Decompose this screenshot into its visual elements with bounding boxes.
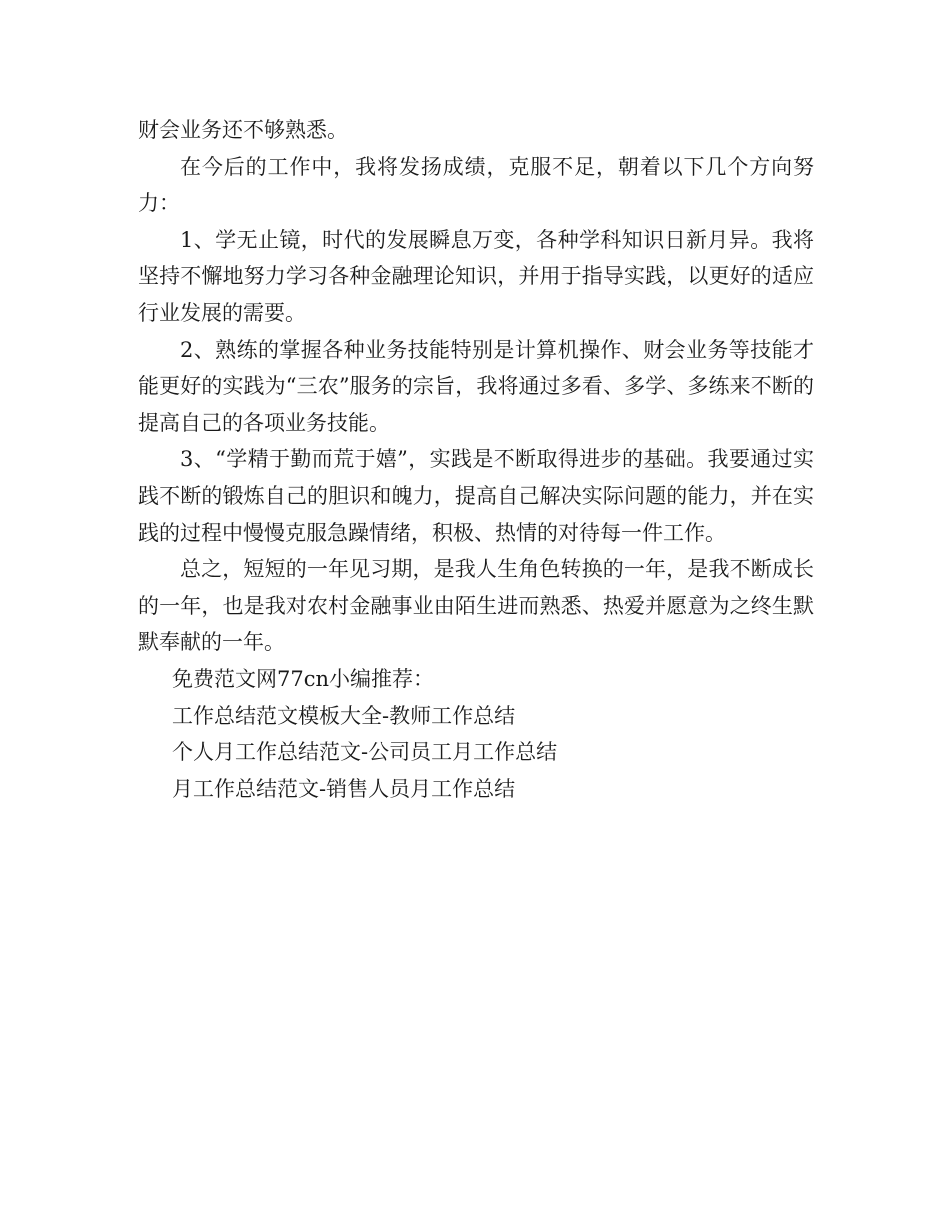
paragraph-point-3: 3、“学精于勤而荒于嬉”，实践是不断取得进步的基础。我要通过实践不断的锻炼自己的胆识和魄力，提高自己解决实际问题的能力，并在实践的过程中慢慢克服急躁情绪，积极、热情的对待每一件工作。 — [138, 447, 814, 545]
recommend-heading: 免费范文网77cn小编推荐： — [172, 666, 435, 691]
paragraph-point-1: 1、学无止镜，时代的发展瞬息万变，各种学科知识日新月异。我将坚持不懈地努力学习各种金融理论知识，并用于指导实践，以更好的适应行业发展的需要。 — [138, 227, 814, 325]
paragraph-intro: 在今后的工作中，我将发扬成绩，克服不足，朝着以下几个方向努力： — [138, 154, 814, 216]
recommend-link-1[interactable]: 工作总结范文模板大全-教师工作总结 — [172, 703, 516, 728]
paragraph-point-2: 2、熟练的掌握各种业务技能特别是计算机操作、财会业务等技能才能更好的实践为“三农”服务的宗旨，我将通过多看、多学、多练来不断的提高自己的各项业务技能。 — [138, 337, 814, 435]
recommend-link-3[interactable]: 月工作总结范文-销售人员月工作总结 — [172, 776, 516, 801]
paragraph-continuation: 财会业务还不够熟悉。 — [138, 118, 348, 142]
paragraph-conclusion: 总之，短短的一年见习期，是我人生角色转换的一年，是我不断成长的一年，也是我对农村金融事业由陌生进而熟悉、热爱并愿意为之终生默默奉献的一年。 — [138, 557, 814, 655]
document-body — [138, 112, 814, 807]
recommend-link-2[interactable]: 个人月工作总结范文-公司员工月工作总结 — [172, 740, 558, 765]
